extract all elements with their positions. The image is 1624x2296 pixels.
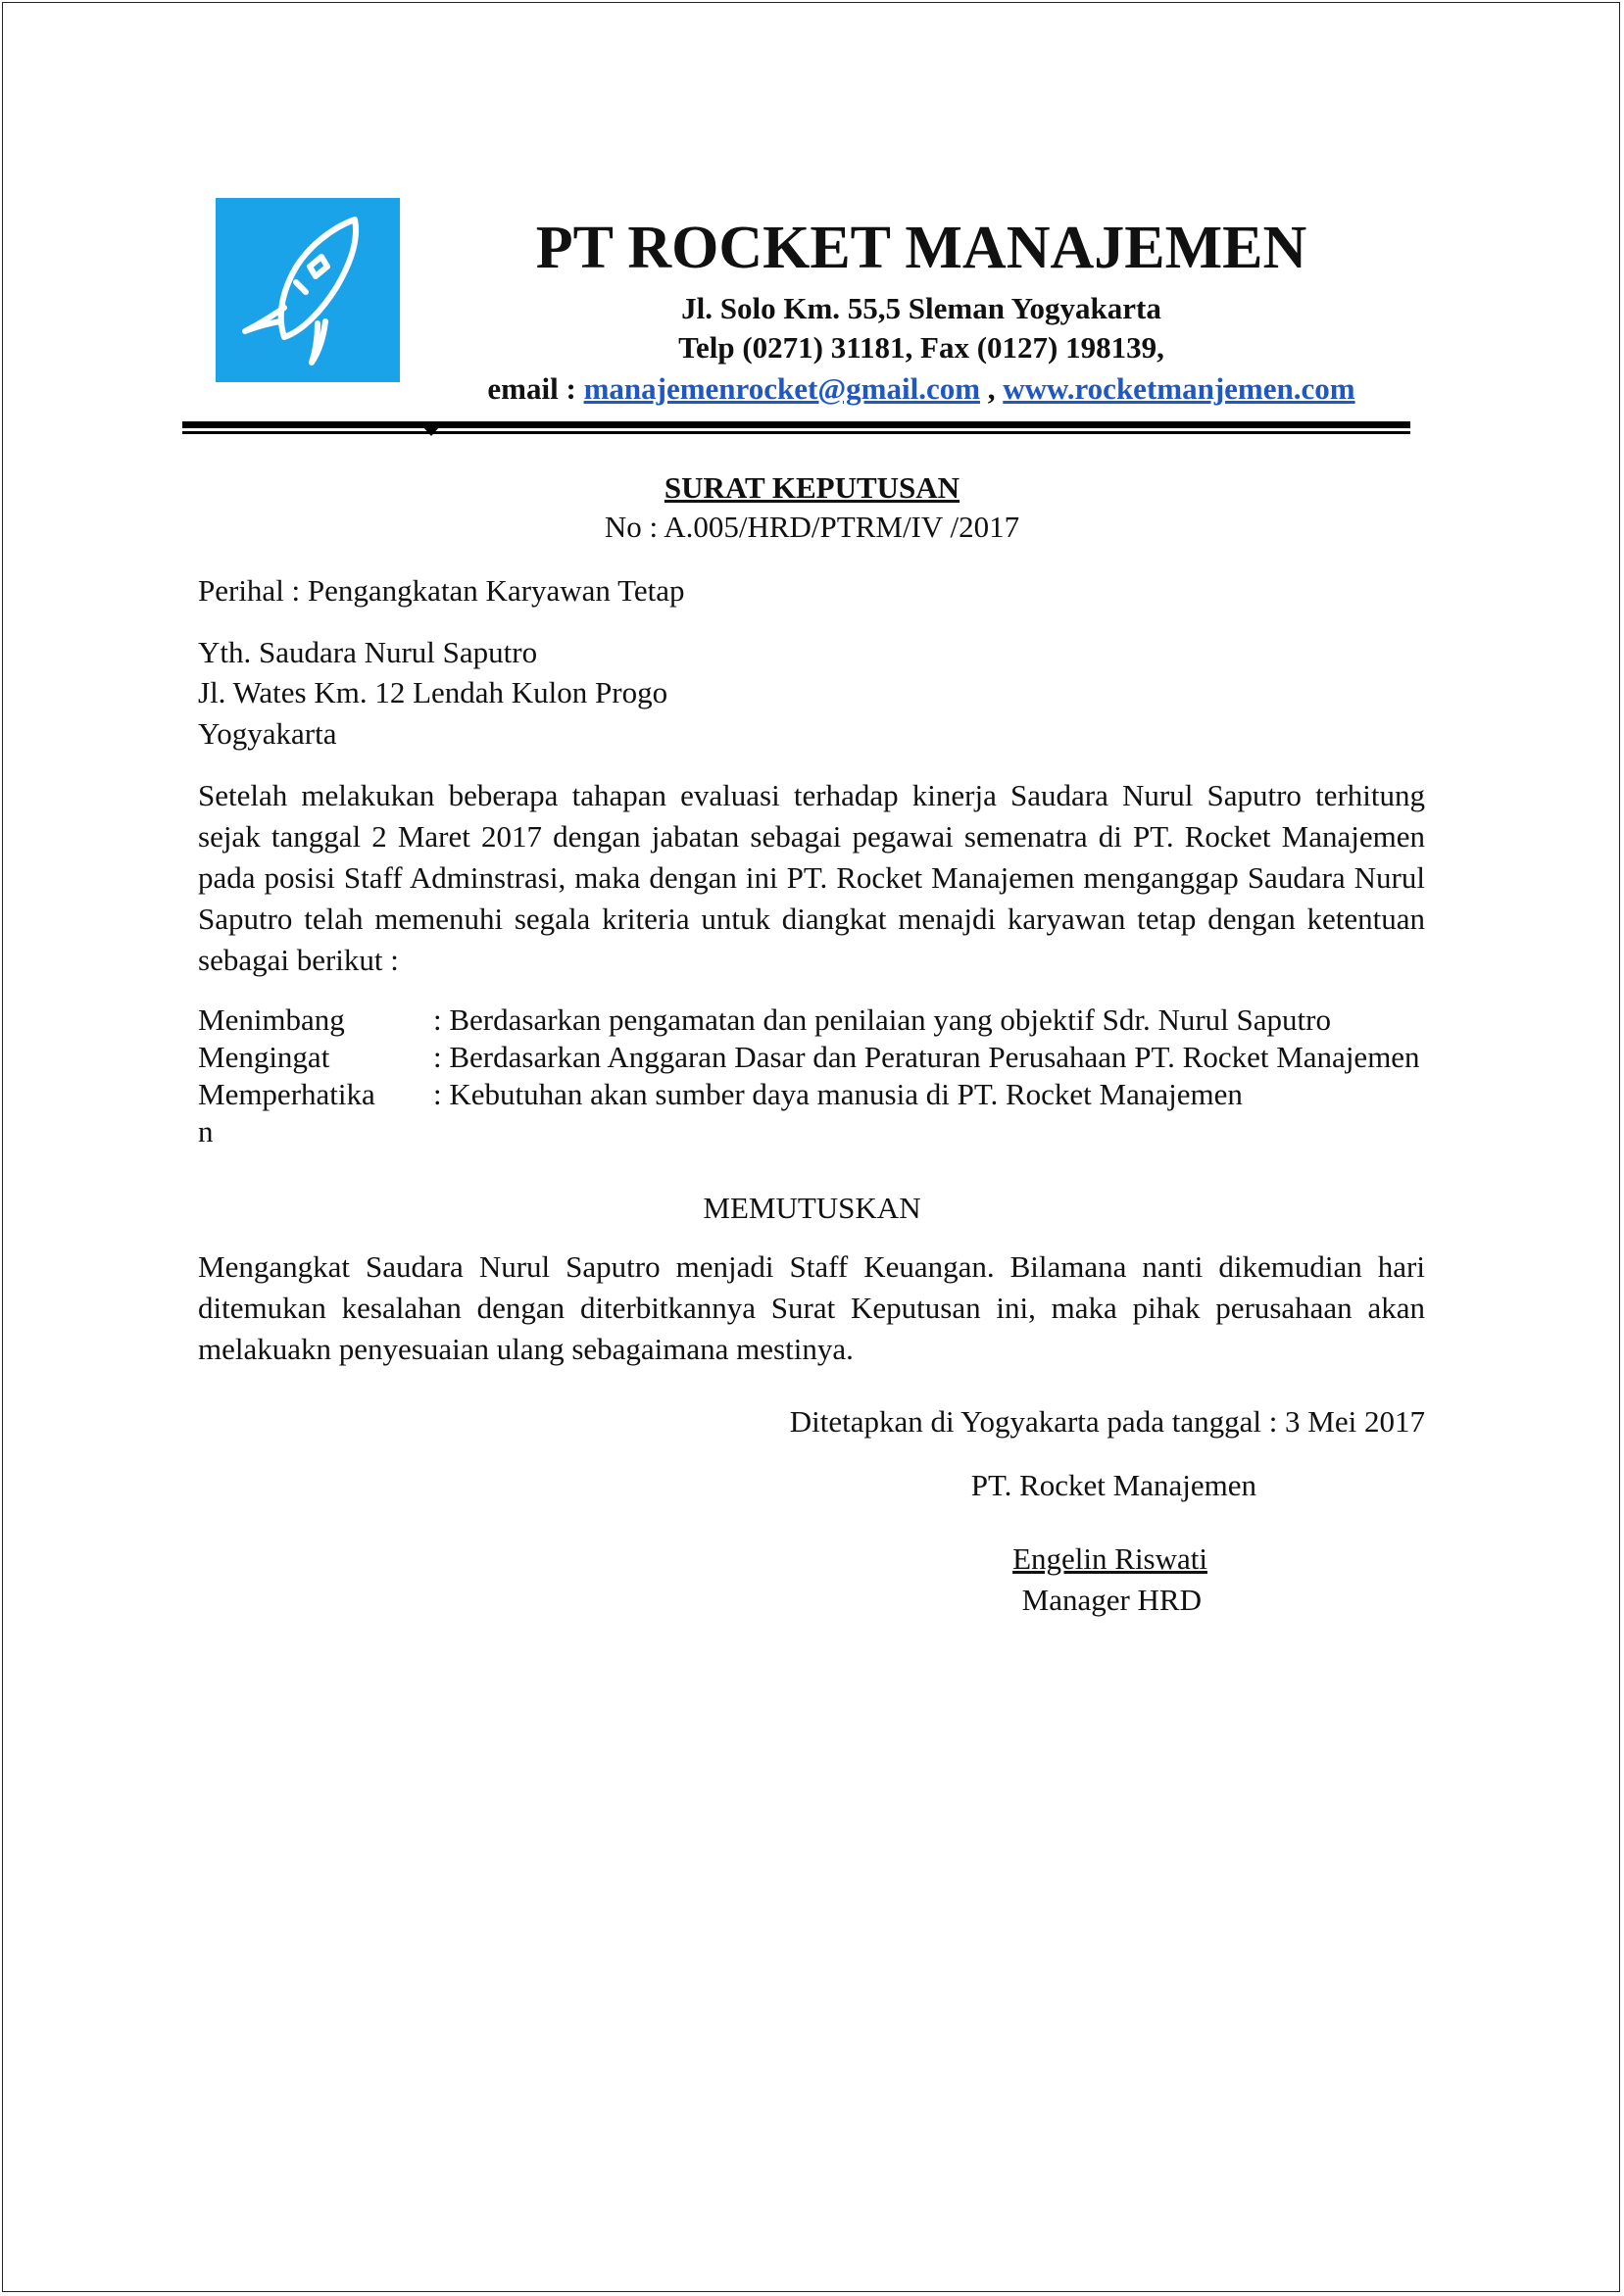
letter-number: No : A.005/HRD/PTRM/IV /2017 xyxy=(604,510,1020,544)
letter-subject: Perihal : Pengangkatan Karyawan Tetap xyxy=(198,573,685,608)
decision-heading: MEMUTUSKAN xyxy=(703,1191,921,1225)
recipient-city: Yogyakarta xyxy=(198,716,337,751)
divider-notch xyxy=(423,427,439,436)
company-address: Jl. Solo Km. 55,5 Sleman Yogyakarta xyxy=(681,291,1161,325)
company-name: PT ROCKET MANAJEMEN xyxy=(535,215,1307,281)
consideration-text: : Berdasarkan Anggaran Dasar dan Peraturan Perusahaan PT. Rocket Manajemen xyxy=(433,1040,1420,1074)
consideration-text: : Berdasarkan pengamatan dan penilaian yang objektif Sdr. Nurul Saputro xyxy=(433,1002,1331,1037)
place-date: Ditetapkan di Yogyakarta pada tanggal : 3 Mei 2017 xyxy=(789,1404,1425,1439)
letter-title: SURAT KEPUTUSAN xyxy=(664,470,960,505)
signatory-organization: PT. Rocket Manajemen xyxy=(970,1468,1256,1502)
opening-paragraph: Setelah melakukan beberapa tahapan evaluasi terhadap kinerja Saudara Nurul Saputro terhitung sejak tanggal 2 Maret 2017 dengan jabatan sebagai pegawai semenatra di PT. Rocket Manajemen pada posisi Staff Adminstrasi, maka dengan ini PT. Rocket Manajemen menganggap Saudara Nurul Saputro telah memenuhi segala kriteria untuk diangkat menajdi karyawan tetap dengan ketentuan sebagai berikut : xyxy=(198,778,1425,977)
recipient-name: Yth. Saudara Nurul Saputro xyxy=(198,635,538,669)
company-contact xyxy=(412,369,1431,409)
rocket-icon xyxy=(216,198,400,382)
company-logo xyxy=(216,198,400,382)
header-divider-thick xyxy=(182,421,1410,428)
signatory-name: Engelin Riswati xyxy=(1012,1541,1207,1576)
email-label: email : xyxy=(487,371,584,406)
contact-separator: , xyxy=(980,371,1004,406)
consideration-label: Menimbang xyxy=(198,1002,345,1037)
website-link[interactable]: www.rocketmanjemen.com xyxy=(1003,371,1355,406)
consideration-text: : Kebutuhan akan sumber daya manusia di PT. Rocket Manajemen xyxy=(433,1077,1243,1111)
consideration-label: Mengingat xyxy=(198,1040,330,1074)
email-link[interactable]: manajemenrocket@gmail.com xyxy=(583,371,981,406)
consideration-label: Memperhatika n xyxy=(198,1077,375,1148)
company-phone: Telp (0271) 31181, Fax (0127) 198139, xyxy=(678,330,1164,365)
signatory-position: Manager HRD xyxy=(1021,1583,1202,1617)
header-divider-thin xyxy=(182,431,1410,434)
recipient-street: Jl. Wates Km. 12 Lendah Kulon Progo xyxy=(198,675,668,709)
decision-paragraph: Mengangkat Saudara Nurul Saputro menjadi Staff Keuangan. Bilamana nanti dikemudian hari ditemukan kesalahan dengan diterbitkannya Surat Keputusan ini, maka pihak perusahaan akan melakuakn penyesuaian ulang sebagaimana mestinya. xyxy=(198,1249,1425,1366)
